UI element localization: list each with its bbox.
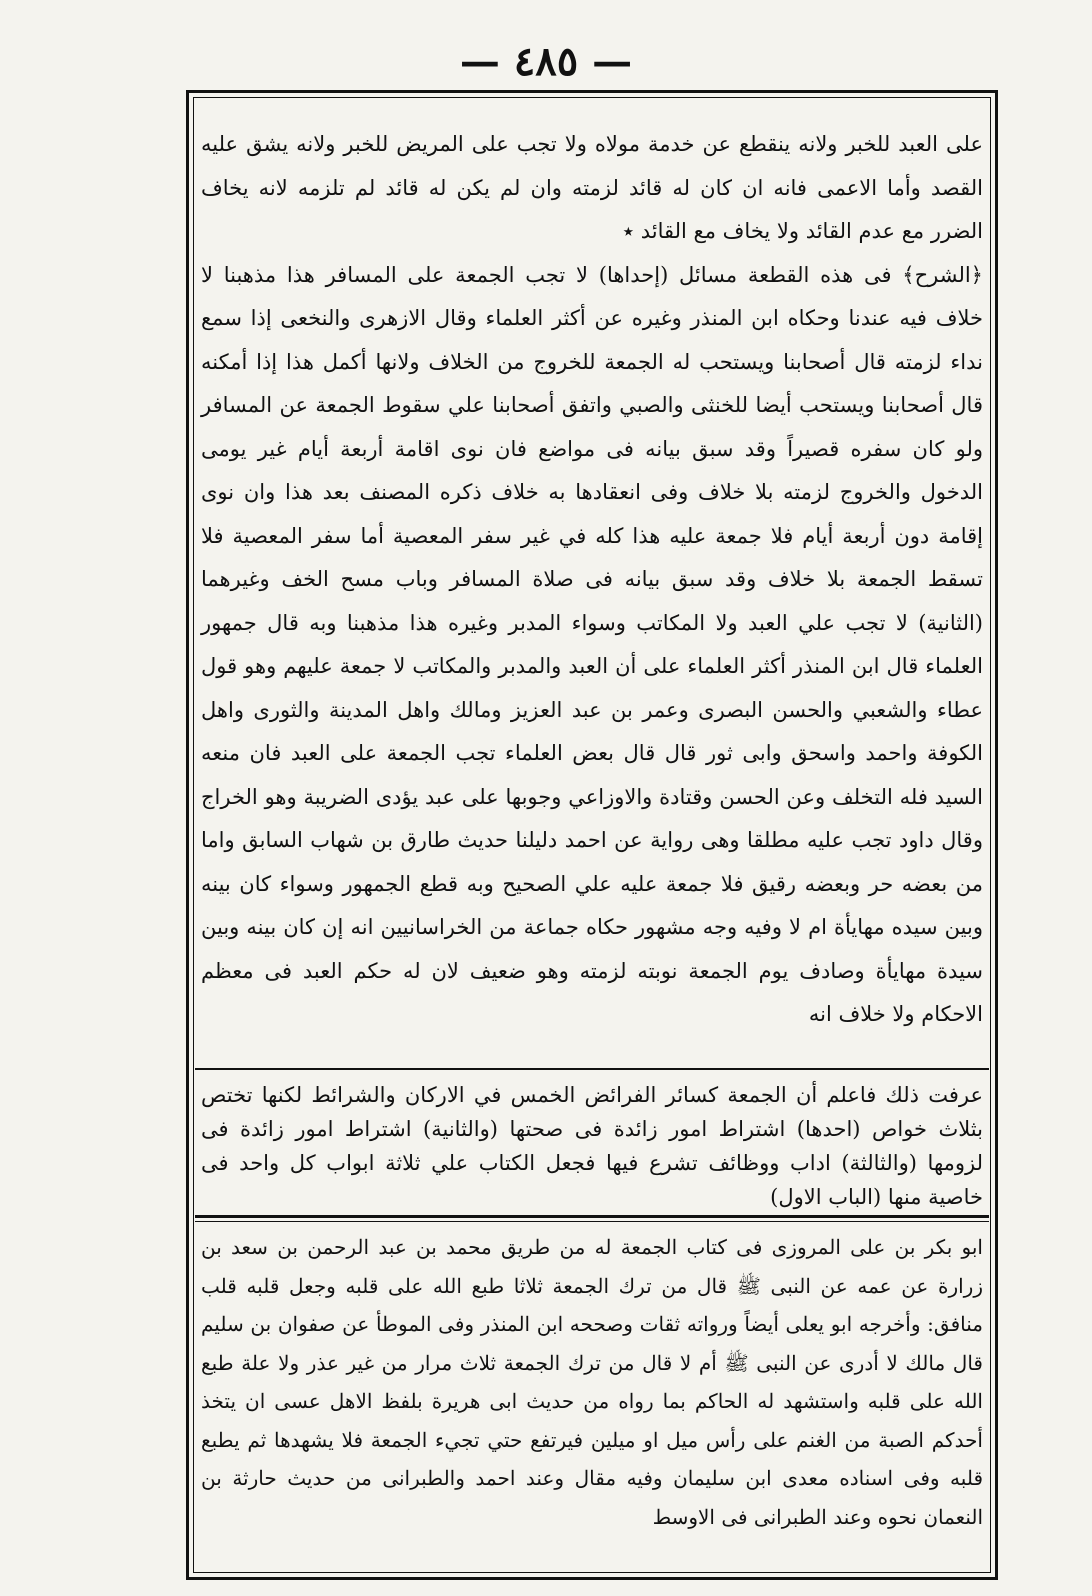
section-divider [195, 1068, 989, 1070]
main-paragraph-1: على العبد للخبر ولانه ينقطع عن خدمة مولاه ولا تجب على المريض للخبر ولانه يشق عليه القصد وأما الاعمى فانه ان كان له قائد لزمته وان لم يكن له قائد لم تلزمه لانه يخاف الضرر مع عدم القائد ولا يخاف مع القائد ٭ [201, 132, 983, 243]
main-paragraph-2: ﴿الشرح﴾ فى هذه القطعة مسائل (إحداها) لا تجب الجمعة على المسافر هذا مذهبنا لا خلاف فيه عندنا وحكاه ابن المنذر وغيره عن أكثر العلماء وقال الازهرى والنخعى إذا سمع نداء لزمته قال أصحابنا ويستحب له الجمعة للخروج من الخلاف ولانها أكمل هذا إذا أمكنه قال أصحابنا ويستحب أيضا للخنثى والصبي واتفق أصحابنا علي سقوط الجمعة عن المسافر ولو كان سفره قصيراً وقد سبق بيانه فى مواضع فان نوى اقامة أربعة أيام غير يومى الدخول والخروج لزمته بلا خلاف وفى انعقادها به خلاف ذكره المصنف بعد هذا وان نوى إقامة دون أربعة أيام فلا جمعة عليه هذا كله في غير سفر المعصية أما سفر المعصية فلا تسقط الجمعة بلا خلاف وقد سبق بيانه فى صلاة المسافر وباب مسح الخف وغيرهما (الثانية) لا تجب علي العبد ولا المكاتب وسواء المدبر وغيره هذا مذهبنا وبه قال جمهور العلماء قال ابن المنذر أكثر العلماء على أن العبد والمدبر والمكاتب لا جمعة عليهم وهو قول عطاء والشعبي والحسن البصرى وعمر بن عبد العزيز ومالك واهل المدينة والثورى واهل الكوفة واحمد واسحق وابى ثور قال قال بعض العلماء تجب الجمعة على العبد فان منعه السيد فله التخلف وعن الحسن وقتادة والاوزاعي وجوبها على عبد يؤدى الضريبة وهو الخراج وقال داود تجب عليه مطلقا وهى رواية عن احمد دليلنا حديث طارق بن شهاب السابق واما من بعضه حر وبعضه رقيق فلا جمعة عليه علي الصحيح وبه قطع الجمهور وسواء كان بينه وبين سيده مهايأة ام لا وفيه وجه مشهور حكاه جماعة من الخراسانيين انه إن كان بينه وبين سيدة مهايأة وصادف يوم الجمعة نوبته لزمته وهو ضعيف لان له حكم العبد فى معظم الاحكام ولا خلاف انه [201, 262, 983, 1026]
footnote-divider [195, 1215, 989, 1218]
middle-text-block [201, 1078, 983, 1214]
text-frame [186, 90, 998, 1580]
page-number: — ٤٨٥ — [459, 38, 633, 85]
footnote-text-block [201, 1228, 983, 1536]
middle-paragraph: عرفت ذلك فاعلم أن الجمعة كسائر الفرائض الخمس في الاركان والشرائط لكنها تختص بثلاث خواص (احدها) اشتراط امور زائدة فى صحتها (والثانية) اشتراط امور زائدة فى لزومها (والثالثة) اداب ووظائف تشرع فيها فجعل الكتاب علي ثلاثة ابواب كل واحد فى خاصية منها (الباب الاول) [201, 1083, 983, 1209]
footnote-paragraph: ابو بكر بن على المروزى فى كتاب الجمعة له من طريق محمد بن عبد الرحمن بن سعد بن زرارة عن عمه عن النبى ﷺ قال من ترك الجمعة ثلاثا طبع الله على قلبه وجعل قلبه قلب منافق: وأخرجه ابو يعلى أيضاً ورواته ثقات وصححه ابن المنذر وفى الموطأ عن صفوان بن سليم قال مالك لا أدرى عن النبى ﷺ أم لا قال من ترك الجمعة ثلاث مرار من غير عذر ولا علة طبع الله على قلبه واستشهد له الحاكم بما رواه من حديث ابى هريرة بلفظ الاهل عسى ان يتخذ أحدكم الصبة من الغنم على رأس ميل او ميلين فيرتفع حتي تجيء الجمعة فلا يشهدها ثم يطبع قلبه وفى اسناده معدى ابن سليمان وفيه مقال وعند احمد والطبرانى من حديث حارثة بن النعمان نحوه وعند الطبرانى فى الاوسط [201, 1235, 983, 1529]
main-text-block [201, 123, 983, 1037]
